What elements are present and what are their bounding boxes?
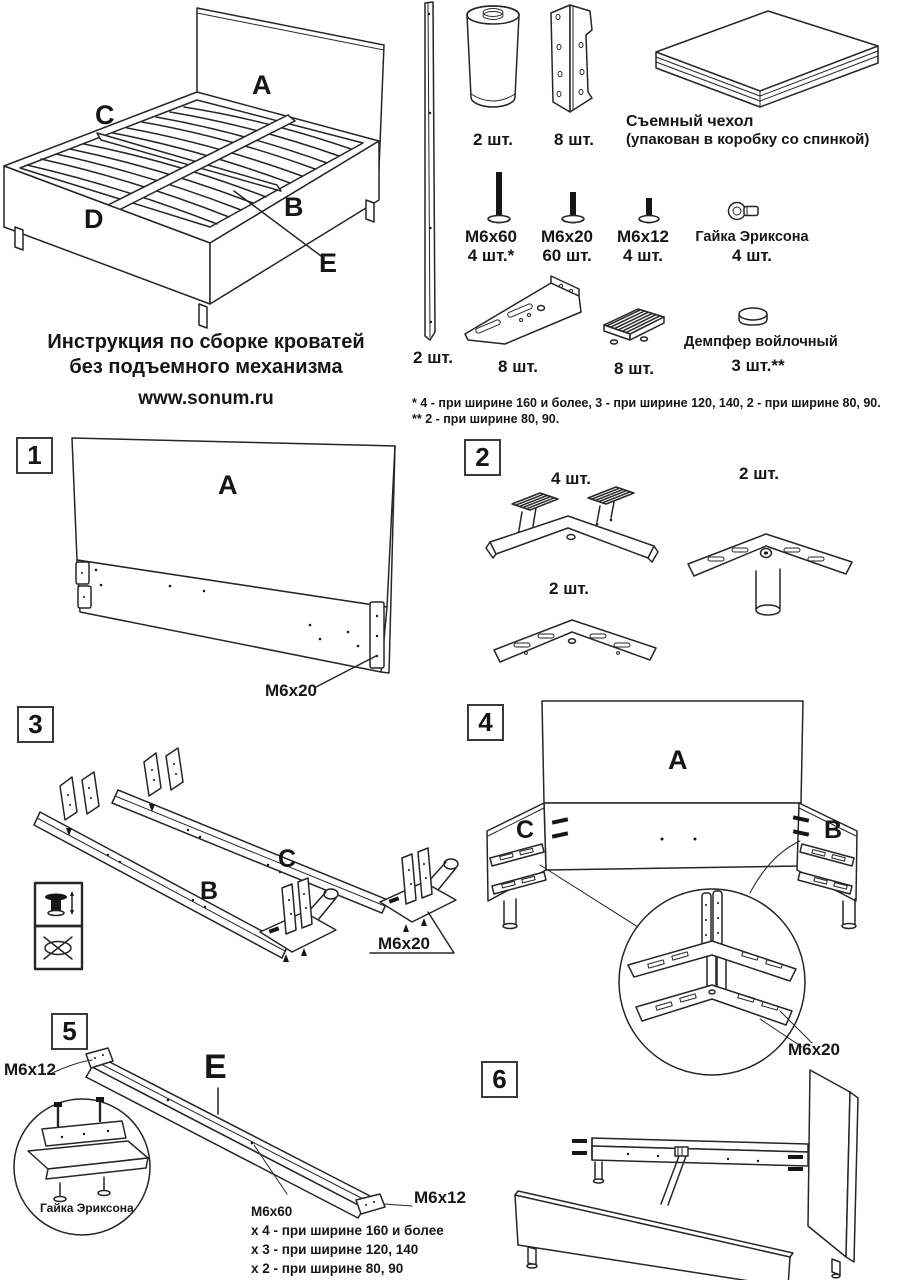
headboard-panel	[808, 1070, 858, 1278]
corner-plate-qty: 8 шт.	[498, 357, 538, 376]
bed-label-d: D	[84, 204, 104, 234]
bolt-m6x60-label: M6x60	[465, 227, 517, 246]
bed-slat-icon	[418, 0, 444, 344]
leg-orientation-inset	[35, 883, 82, 969]
step-1-drawing	[48, 426, 410, 710]
back-rail	[592, 1138, 808, 1183]
corner-plate-icon	[461, 274, 589, 352]
leg-wrong-icon	[44, 937, 72, 959]
step-6-number: 6	[481, 1061, 518, 1098]
step-4-number: 4	[467, 704, 504, 741]
step-2-number: 2	[464, 439, 501, 476]
step-1-number: 1	[16, 437, 53, 474]
bolt-m6x20-qty: 60 шт.	[542, 246, 592, 265]
felt-damper-icon	[737, 305, 769, 329]
step5-bolt-note	[251, 1202, 444, 1278]
bolt-m6x60-icon	[486, 170, 512, 230]
rail-c	[112, 790, 388, 913]
step5-note-line2: x 4 - при ширине 160 и более	[251, 1223, 444, 1238]
step1-callout-m6x20: M6x20	[265, 681, 317, 700]
bolt-m6x20-icon	[560, 190, 586, 230]
step5-note-line1: M6x60	[251, 1204, 293, 1219]
bracket-qty: 8 шт.	[554, 130, 594, 149]
slat-holder-qty: 8 шт.	[614, 359, 654, 378]
step-5-number: 5	[51, 1013, 88, 1050]
doc-title-line1: Инструкция по сборке кроватей	[47, 331, 365, 353]
step4-label-b: B	[824, 816, 843, 844]
step-6-drawing	[478, 1055, 900, 1280]
step2-qty-right: 2 шт.	[739, 464, 779, 483]
bed-label-a: A	[252, 70, 272, 100]
plate-plain	[494, 620, 656, 662]
step-2-drawing	[460, 440, 900, 690]
angle-bracket-icon	[545, 2, 601, 116]
leg-correct-icon	[45, 891, 74, 916]
felt-damper-qty: 3 шт.**	[731, 356, 785, 375]
slat-holder-icon	[600, 306, 668, 346]
bed-overview-drawing	[0, 0, 412, 332]
erikson-nut-icon	[727, 200, 763, 222]
step4-label-a: A	[668, 745, 688, 775]
step5-note-line3: x 3 - при ширине 120, 140	[251, 1242, 419, 1257]
bolt-m6x12-label: M6x12	[617, 227, 669, 246]
erikson-nut-qty: 4 шт.	[732, 246, 772, 265]
rail-c-foot-plate-leg	[380, 848, 458, 932]
bolt-m6x60-qty: 4 шт.*	[467, 246, 515, 265]
footnote-2: ** 2 - при ширине 80, 90.	[412, 412, 560, 426]
erikson-nut-label: Гайка Эриксона	[695, 229, 809, 245]
step-3-number: 3	[17, 706, 54, 743]
cylinder-leg-icon	[464, 2, 522, 118]
step2-qty-top: 4 шт.	[551, 469, 591, 488]
bed-label-c: C	[95, 100, 115, 130]
felt-damper-label: Демпфер войлочный	[684, 334, 838, 350]
step2-qty-bottom: 2 шт.	[549, 579, 589, 598]
cover-name-line2: (упакован в коробку со спинкой)	[626, 131, 870, 148]
removable-cover-icon	[648, 6, 886, 120]
step5-nut-label: Гайка Эриксона	[40, 1201, 134, 1215]
step5-callout-m6x12-left: M6x12	[4, 1060, 56, 1079]
detail-nut-assembly	[28, 1097, 148, 1202]
bolt-m6x20-label: M6x20	[541, 227, 593, 246]
bed-label-b: B	[284, 192, 304, 222]
rail-b	[34, 812, 288, 958]
step3-callout-m6x20: M6x20	[378, 934, 430, 953]
center-beam-e	[86, 1048, 385, 1218]
leg-qty: 2 шт.	[473, 130, 513, 149]
plate-with-leg	[688, 534, 852, 615]
bolt-m6x12-icon	[636, 196, 662, 230]
step5-label-e: E	[204, 1048, 227, 1086]
plate-with-holders	[486, 487, 658, 562]
step5-note-line4: x 2 - при ширине 80, 90	[251, 1261, 404, 1276]
website-url: www.sonum.ru	[138, 388, 274, 409]
step1-label-a: A	[218, 470, 238, 500]
step4-callout-m6x20: M6x20	[788, 1040, 840, 1059]
cover-name-line1: Съемный чехол	[626, 113, 754, 130]
step5-callout-m6x12-right: M6x12	[414, 1188, 466, 1207]
step4-label-c: C	[516, 816, 535, 844]
footnote-1: * 4 - при ширине 160 и более, 3 - при ширине 120, 140, 2 - при ширине 80, 90.	[412, 396, 881, 410]
step3-label-b: B	[200, 877, 219, 905]
slat-qty: 2 шт.	[413, 348, 453, 367]
doc-title-line2: без подъемного механизма	[69, 356, 343, 378]
step3-label-c: C	[278, 845, 297, 873]
bed-label-e: E	[319, 248, 338, 278]
bolt-m6x12-qty: 4 шт.	[623, 246, 663, 265]
foot-panel	[515, 1191, 793, 1280]
detail-corner-assembly	[628, 891, 796, 1025]
